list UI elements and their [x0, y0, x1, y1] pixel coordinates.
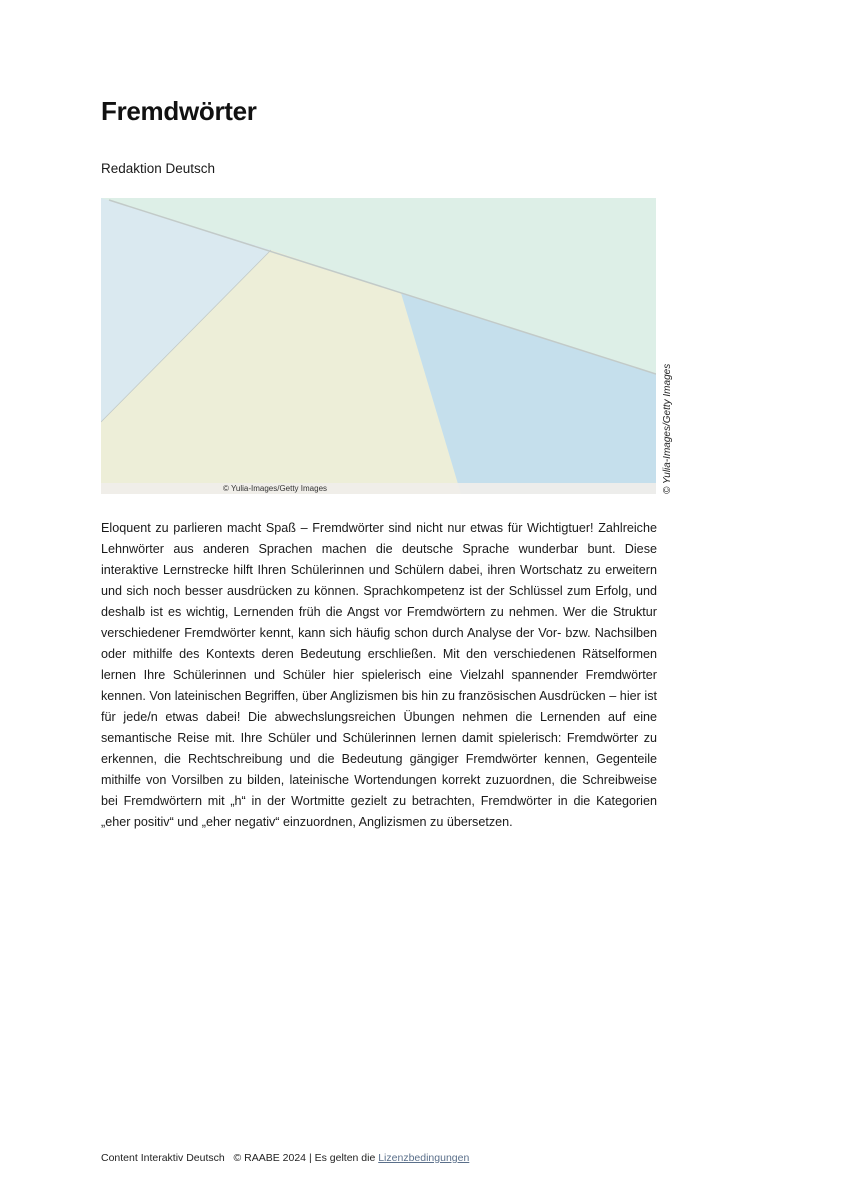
author-line: Redaktion Deutsch	[101, 161, 216, 176]
intro-paragraph: Eloquent zu parlieren macht Spaß – Fremdwörter sind nicht nur etwas für Wichtigtuer! Zahlreiche Lehnwörter aus anderen Sprachen machen die deutsche Sprache wunderbar bunt. Diese interaktive Lernstrecke hilft Ihren Schülerinnen und Schülern dabei, ihren Wortschatz zu erweitern und sich noch besser ausdrücken zu können. Sprachkompetenz ist der Schlüssel zum Erfolg, und deshalb ist es wichtig, Lernenden früh die Angst vor Fremdwörtern zu nehmen. Wer die Struktur verschiedener Fremdwörter kennt, kann sich häufig schon durch Analyse der Vor- bzw. Nachsilben oder mithilfe des Kontexts deren Bedeutung erschließen. Mit den verschiedenen Rätselformen lernen Ihre Schülerinnen und Schüler hier spielerisch eine Vielzahl spannender Fremdwörter kennen. Von lateinischen Begriffen, über Anglizismen bis hin zu französischen Ausdrücken – hier ist für jede/n etwas dabei! Die abwechslungsreichen Übungen nehmen die Lernenden auf eine semantische Reise mit. Ihre Schüler und Schülerinnen lernen damit spielerisch: Fremdwörter zu erkennen, die Rechtschreibung und die Bedeutung gängiger Fremdwörter kennen, Gegenteile mithilfe von Vorsilben zu bilden, lateinische Wortendungen korrekt zuzuordnen, die Schreibweise bei Fremdwörtern mit „h“ in der Wortmitte gezielt zu betrachten, Fremdwörter in die Kategorien „eher positiv“ und „eher negativ“ einzuordnen, Anglizismen zu übersetzen.	[101, 521, 657, 829]
image-caption-bar	[101, 483, 656, 494]
page-title: Fremdwörter	[101, 96, 257, 126]
footer	[101, 1152, 469, 1164]
license-link[interactable]: Lizenzbedingungen	[378, 1152, 470, 1164]
header-image	[101, 198, 656, 494]
image-credit-vertical: © Yulia-Images/Getty Images	[662, 363, 673, 494]
footer-product: Content Interaktiv Deutsch	[101, 1152, 225, 1164]
abstract-paper-illustration	[101, 198, 656, 494]
image-caption: © Yulia-Images/Getty Images	[223, 484, 328, 493]
footer-copyright: © RAABE 2024 | Es gelten die	[233, 1152, 376, 1164]
